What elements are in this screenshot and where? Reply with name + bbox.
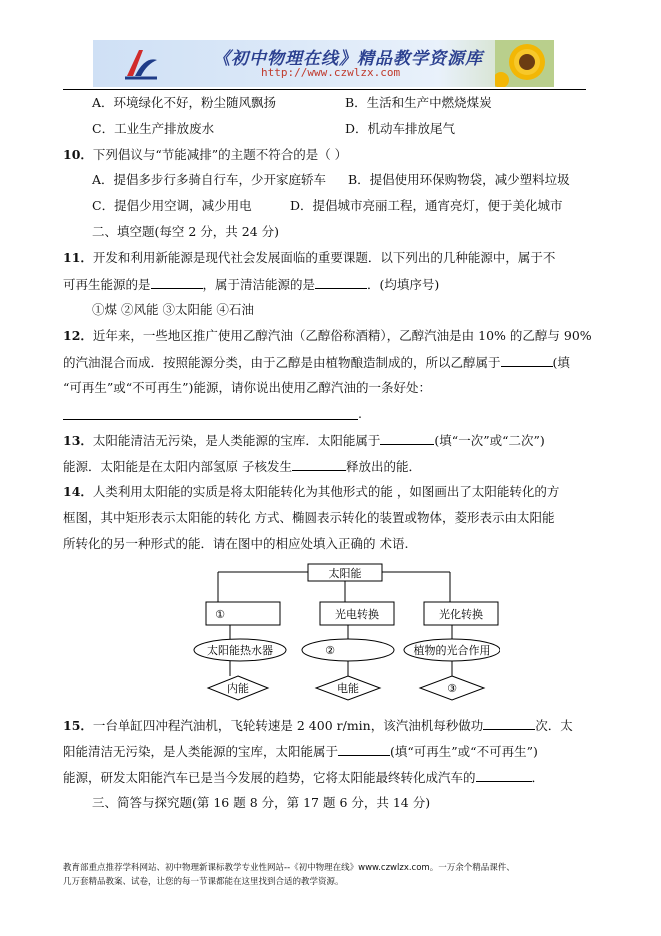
q11-text-a: 可再生能源的是 [63,277,151,292]
q11-line1 [63,250,555,266]
q15-number: 15． [63,718,93,733]
q15-blank-1[interactable] [483,717,535,730]
q13-text-a: 太阳能清洁无污染，是人类能源的宝库．太阳能属于 [92,433,381,448]
q15-text-f: ． [531,770,545,785]
q10-number: 10． [63,147,93,162]
q11-line1-text: 开发和利用新能源是现代社会发展面临的重要课题．以下列出的几种能源中，属于不 [92,250,556,265]
q15-text-b: 次．太 [535,718,573,733]
q9-option-b: B．生活和生产中燃烧煤炭 [345,95,492,110]
q11-line2 [63,276,439,293]
q13-line1 [63,432,545,449]
diagram-ellipse2-label: ② [325,644,335,657]
q15-blank-3[interactable] [476,769,532,782]
q12-line1 [63,328,592,344]
q11-blank-2[interactable] [315,276,367,289]
q14-line2: 框图，其中矩形表示太阳能的转化 方式、椭圆表示转化的装置或物体，菱形表示由太阳能 [63,510,555,525]
q15-line2 [63,743,538,760]
q12-text-b: (填 [552,355,570,370]
q13-text-c: 能源．太阳能是在太阳内部氢原 子核发生 [63,459,292,474]
q9-option-d: D．机动车排放尾气 [345,121,456,136]
q15-blank-2[interactable] [338,743,390,756]
ellipse-2 [302,639,394,661]
section2-title: 二、填空题(每空 2 分，共 24 分) [92,224,280,239]
q13-blank-2[interactable] [292,458,346,471]
q9-option-a: A．环境绿化不好，粉尘随风飘扬 [92,95,277,110]
q9-option-c: C．工业生产排放废水 [92,121,215,136]
q15-text-a: 一台单缸四冲程汽油机，飞轮转速是 2 400 r/min，该汽油机每秒做功 [92,718,484,733]
q10-stem-text: 下列倡议与“节能减排”的主题不符合的是（ ） [92,147,348,162]
diagram-ellipse1-label: 太阳能热水器 [207,644,273,657]
site-logo-icon [121,46,161,82]
q11-options: ①煤 ②风能 ③太阳能 ④石油 [92,302,254,317]
q15-text-e: 能源，研发太阳能汽车已是当今发展的趋势，它将太阳能最终转化成汽车的 [63,770,476,785]
diagram-rect3-label: 光化转换 [439,608,483,621]
q13-blank-1[interactable] [380,432,434,445]
diagram-rect2-label: 光电转换 [335,608,379,621]
section3-title: 三、简答与探究题(第 16 题 8 分，第 17 题 6 分，共 14 分) [92,795,431,810]
q13-number: 13． [63,433,93,448]
diagram-diamond1-label: 内能 [227,682,249,695]
q12-line1-text: 近年来，一些地区推广使用乙醇汽油（乙醇俗称酒精），乙醇汽油是由 10% 的乙醇与 90% [92,328,592,343]
q10-option-a: A．提倡多步行多骑自行车，少开家庭轿车 [92,172,327,187]
header-banner [93,40,554,87]
q15-line3 [63,769,544,786]
q12-text-a: 的汽油混合而成．按照能源分类，由于乙醇是由植物酿造制成的，所以乙醇属于 [63,355,501,370]
footer-line-2: 几万套精品教案、试卷，让您的每一节课都能在这里找到合适的教学资源。 [63,877,344,887]
footer-line-1: 教育部重点推荐学科网站、初中物理新课标教学专业性网站--《初中物理在线》www.czwlzx.com。一万余个精品课件、 [63,863,515,873]
q12-line3: “可再生”或“不可再生”)能源，请你说出使用乙醇汽油的一条好处： [63,380,431,395]
q11-text-b: ，属于清洁能源的是 [202,277,316,292]
q14-line3: 所转化的另一种形式的能．请在图中的相应处填入正确的 术语. [63,536,409,551]
q14-line1-text: 人类利用太阳能的实质是将太阳能转化为其他形式的能 ，如图画出了太阳能转化的方 [92,484,560,499]
banner-url[interactable]: http://www.czwlzx.com [261,66,401,79]
diagram-rect1-label: ① [215,608,225,621]
diagram-diamond2-label: 电能 [337,682,359,695]
q10-option-d: D．提倡城市亮丽工程，通宵亮灯，便于美化城市 [290,198,563,213]
q12-answer-line[interactable] [63,419,358,420]
q13-text-d: 释放出的能． [345,459,421,474]
q10-stem [63,147,347,163]
q12-blank-1[interactable] [501,354,553,367]
q14-number: 14． [63,484,93,499]
q13-line2 [63,458,421,475]
sunflower-icon [495,40,554,87]
diagram-diamond3-label: ③ [447,682,457,695]
header-rule [63,89,586,90]
q15-text-c: 阳能清洁无污染，是人类能源的宝库，太阳能属于 [63,744,339,759]
q10-option-b: B．提倡使用环保购物袋，减少塑料垃圾 [348,172,570,187]
diagram-ellipse3-label: 植物的光合作用 [413,644,491,657]
q13-text-b: (填“一次”或“二次”) [434,433,545,448]
solar-energy-diagram [190,560,500,710]
q15-line1 [63,717,573,734]
q10-option-c: C．提倡少用空调，减少用电 [92,198,252,213]
banner-title: 《初中物理在线》精品教学资源库 [213,49,483,69]
q11-number: 11． [63,250,93,265]
q15-text-d: (填“可再生”或“不可再生”) [390,744,538,759]
q11-blank-1[interactable] [151,276,203,289]
q12-line-end: . [358,406,362,421]
q12-line2 [63,354,570,371]
q11-text-c: ．(均填序号) [367,277,440,292]
diagram-root-label: 太阳能 [328,567,362,580]
q12-number: 12． [63,328,93,343]
q14-line1 [63,484,559,500]
